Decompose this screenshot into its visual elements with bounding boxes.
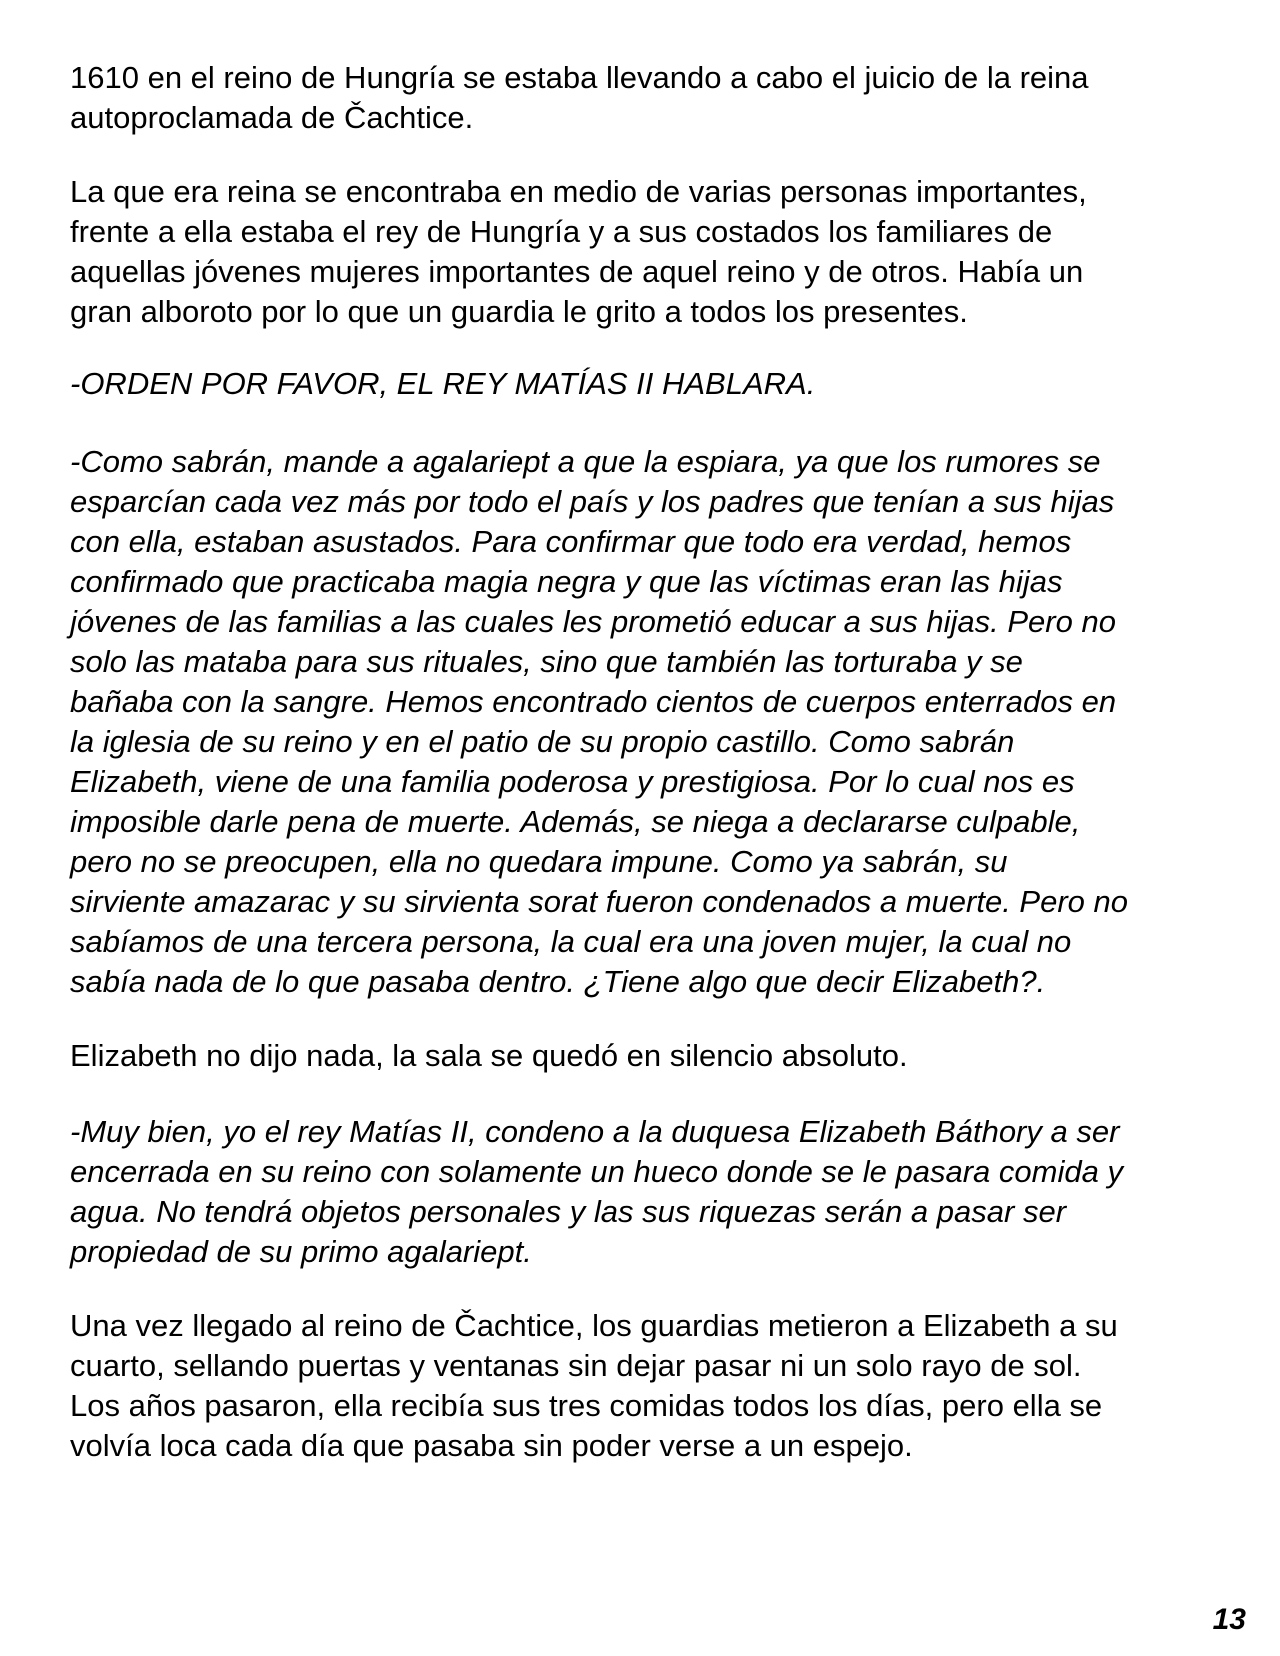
text-line: confirmado que practicaba magia negra y que las víctimas eran las hijas — [70, 564, 1063, 599]
text-line: con ella, estaban asustados. Para confirmar que todo era verdad, hemos — [70, 524, 1072, 559]
page-number: 13 — [1212, 1603, 1246, 1636]
text-line: autoproclamada de Čachtice. — [70, 100, 474, 135]
text-line: -Como sabrán, mande a agalariept a que la espiara, ya que los rumores se — [70, 444, 1101, 479]
text-line: La que era reina se encontraba en medio de varias personas importantes, — [70, 174, 1087, 209]
paragraph-court-scene — [70, 172, 1210, 332]
text-line: aquellas jóvenes mujeres importantes de aquel reino y de otros. Había un — [70, 254, 1084, 289]
paragraph-sentence — [70, 1112, 1210, 1272]
text-line: la iglesia de su reino y en el patio de su propio castillo. Como sabrán — [70, 724, 1015, 759]
text-line: -Muy bien, yo el rey Matías II, condeno a la duquesa Elizabeth Báthory a ser — [70, 1114, 1120, 1149]
text-line: encerrada en su reino con solamente un hueco donde se le pasara comida y — [70, 1154, 1123, 1189]
paragraph-king-speech — [70, 442, 1210, 1002]
text-line: pero no se preocupen, ella no quedara impune. Como ya sabrán, su — [70, 844, 1008, 879]
text-line: volvía loca cada día que pasaba sin poder verse a un espejo. — [70, 1428, 913, 1463]
paragraph-guard-call — [70, 364, 1210, 404]
text-line: sabíamos de una tercera persona, la cual era una joven mujer, la cual no — [70, 924, 1072, 959]
text-line: gran alboroto por lo que un guardia le grito a todos los presentes. — [70, 294, 968, 329]
text-line: sirviente amazarac y su sirvienta sorat fueron condenados a muerte. Pero no — [70, 884, 1128, 919]
text-line: sabía nada de lo que pasaba dentro. ¿Tiene algo que decir Elizabeth?. — [70, 964, 1046, 999]
text-line: imposible darle pena de muerte. Además, se niega a declararse culpable, — [70, 804, 1081, 839]
text-line: Una vez llegado al reino de Čachtice, los guardias metieron a Elizabeth a su — [70, 1308, 1118, 1343]
text-line: Elizabeth, viene de una familia poderosa y prestigiosa. Por lo cual nos es — [70, 764, 1075, 799]
text-line: esparcían cada vez más por todo el país y los padres que tenían a sus hijas — [70, 484, 1115, 519]
text-line: solo las mataba para sus rituales, sino que también las torturaba y se — [70, 644, 1023, 679]
text-line: jóvenes de las familias a las cuales les prometió educar a sus hijas. Pero no — [70, 604, 1116, 639]
text-line: Los años pasaron, ella recibía sus tres comidas todos los días, pero ella se — [70, 1388, 1103, 1423]
paragraph-trial-intro — [70, 58, 1210, 138]
text-line: propiedad de su primo agalariept. — [70, 1234, 532, 1269]
text-line: cuarto, sellando puertas y ventanas sin dejar pasar ni un solo rayo de sol. — [70, 1348, 1082, 1383]
paragraph-silence — [70, 1036, 1210, 1076]
text-line: bañaba con la sangre. Hemos encontrado cientos de cuerpos enterrados en — [70, 684, 1117, 719]
text-line: -ORDEN POR FAVOR, EL REY MATÍAS II HABLARA. — [70, 366, 816, 401]
text-line: agua. No tendrá objetos personales y las sus riquezas serán a pasar ser — [70, 1194, 1067, 1229]
text-line: Elizabeth no dijo nada, la sala se quedó en silencio absoluto. — [70, 1038, 908, 1073]
text-line: 1610 en el reino de Hungría se estaba llevando a cabo el juicio de la reina — [70, 60, 1089, 95]
text-line: frente a ella estaba el rey de Hungría y a sus costados los familiares de — [70, 214, 1053, 249]
paragraph-imprisonment — [70, 1306, 1210, 1466]
